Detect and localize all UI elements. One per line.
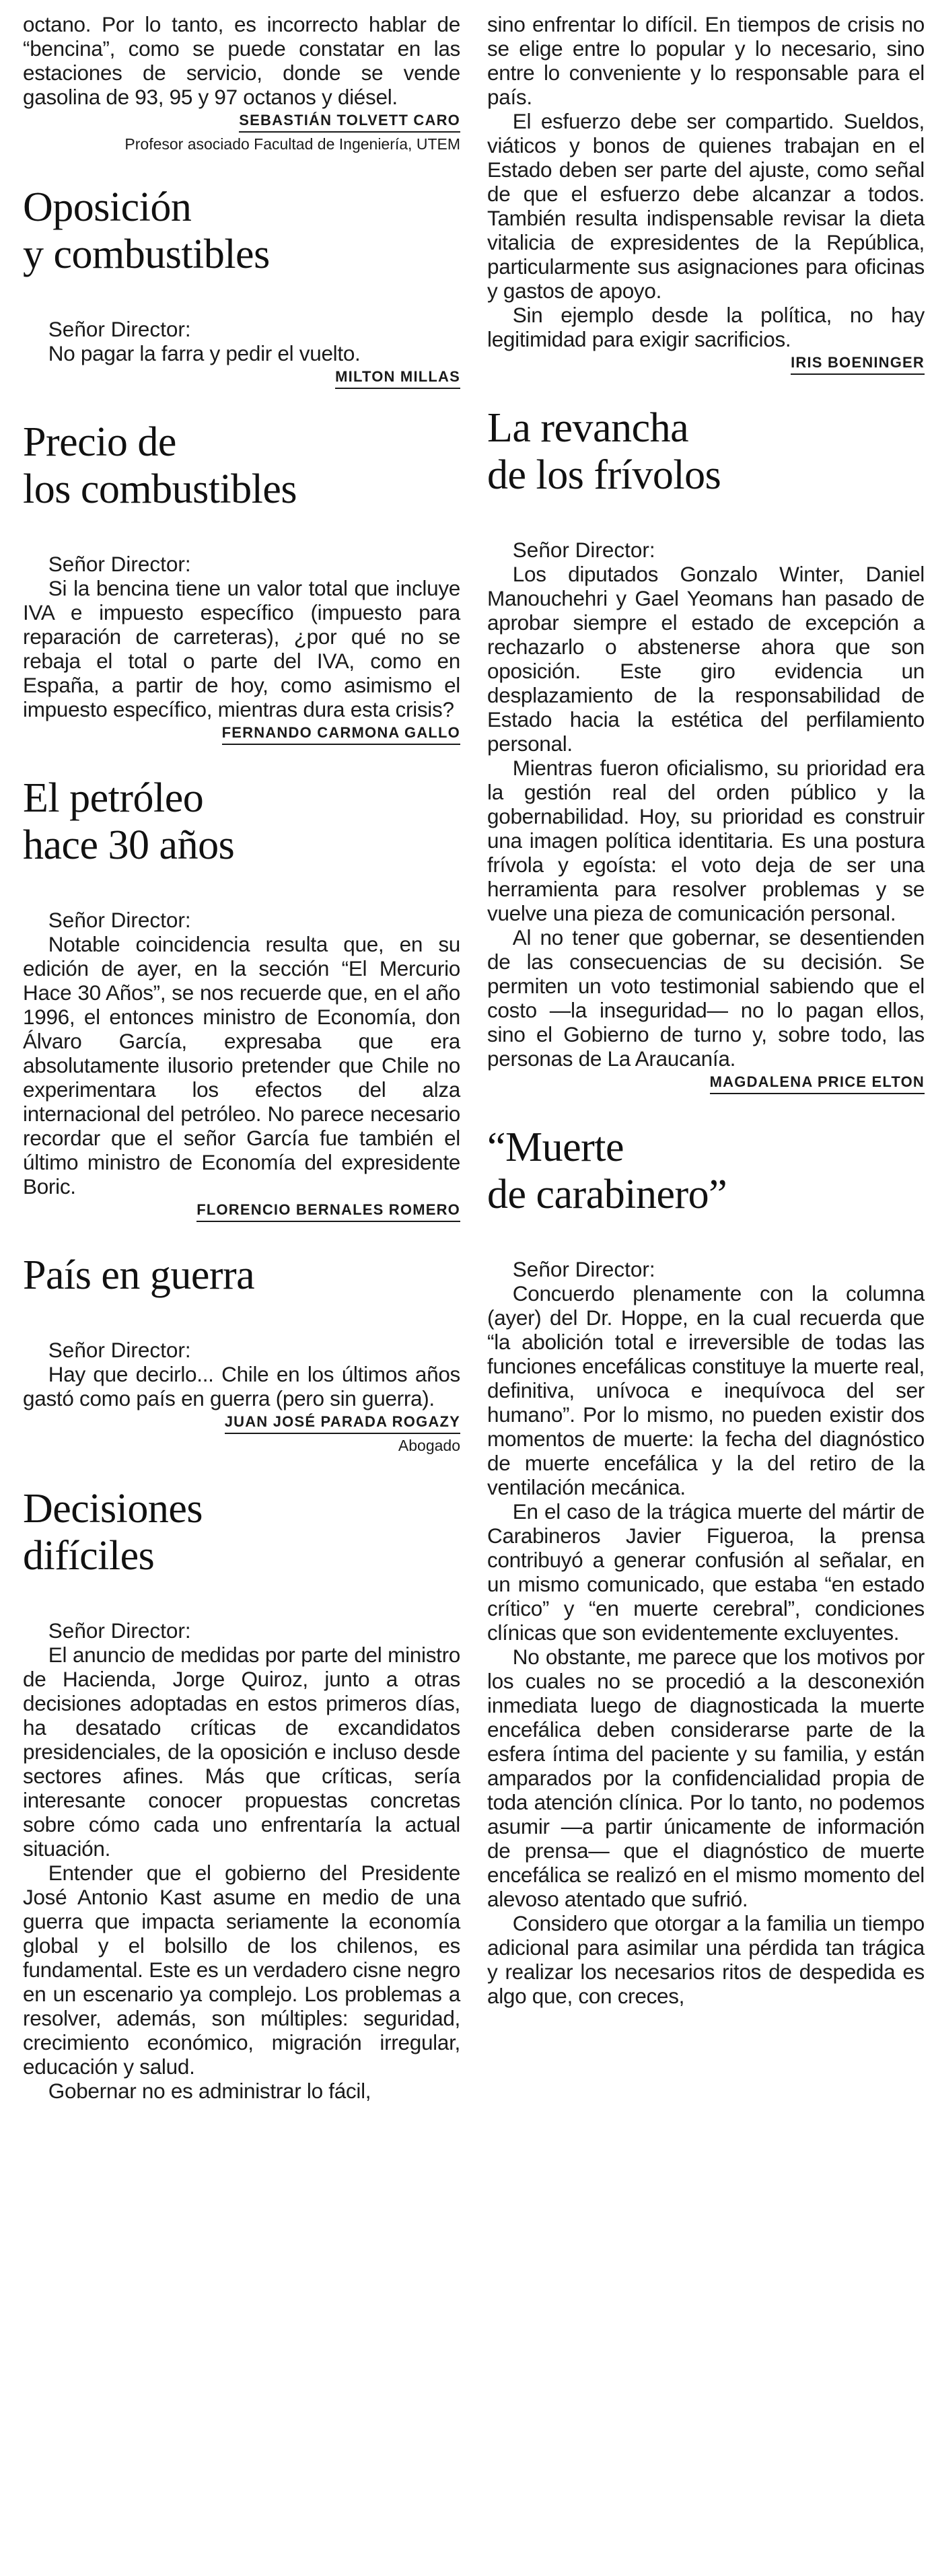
title-line: “Muerte: [487, 1124, 624, 1170]
letter-paragraph: Gobernar no es administrar lo fácil,: [48, 2079, 371, 2103]
author-name: MAGDALENA PRICE ELTON: [710, 1073, 925, 1094]
signature-block: [23, 112, 460, 154]
letter-paragraph: El anuncio de medidas por parte del ministro de Hacienda, Jorge Quiroz, junto a otras decisiones adoptadas en estos primeros días, ha desatado críticas de excandidatos presidenciales, de la oposición e incluso desde sectores afines. Más que críticas, sería interesante conocer propuestas concretas sobre cómo cada uno enfrentaría la actual situación.: [23, 1643, 460, 1861]
letter-paragraph: Sin ejemplo desde la política, no hay legitimidad para exigir sacrificios.: [487, 303, 925, 351]
author-name: FLORENCIO BERNALES ROMERO: [196, 1201, 460, 1222]
letter-pais-en-guerra: [23, 1252, 460, 1456]
right-column: [487, 12, 925, 2008]
salutation: Señor Director:: [512, 1257, 655, 1281]
signature-block: [23, 1201, 460, 1222]
letter-decisiones-continuation: [487, 12, 925, 375]
title-line: difíciles: [23, 1533, 155, 1579]
author-name: SEBASTIÁN TOLVETT CARO: [239, 112, 460, 133]
author-name: JUAN JOSÉ PARADA ROGAZY: [225, 1413, 460, 1434]
letter-paragraph: Entender que el gobierno del Presidente José Antonio Kast asume en medio de una guerra que impacta seriamente la economía global y el bolsillo de los chilenos, es fundamental. Este es un verdadero cisne negro en un escenario ya complejo. Los problemas a resolver, además, son múltiples: seguridad, crecimiento económico, migración irregular, educación y salud.: [23, 1861, 460, 2079]
title-line: Precio de: [23, 419, 176, 465]
letter-decisiones: [23, 1485, 460, 2103]
salutation: Señor Director:: [48, 317, 191, 341]
letter-paragraph: Mientras fueron oficialismo, su prioridad era la gestión real del orden público y la gobernabilidad. Hoy, su prioridad es construir una imagen política identitaria. Es una postura frívola y egoísta: el voto deja de ser una herramienta para resolver problemas y se vuelve una pieza de comunicación personal.: [487, 756, 925, 925]
letter-paragraph: El esfuerzo debe ser compartido. Sueldos, viáticos y bonos de quienes trabajan en el Estado deben ser parte del ajuste, como señal de que el esfuerzo debe alcanzar a todos. También resulta indispensable revisar la dieta vitalicia de expresidentes de la República, particularmente sus asignaciones para oficinas y gastos de apoyo.: [487, 109, 925, 303]
salutation: Señor Director:: [48, 552, 191, 576]
title-line: de los frívolos: [487, 452, 721, 498]
letter-title: [23, 419, 460, 513]
letter-oposicion: [23, 184, 460, 389]
letter-title: [23, 1485, 460, 1579]
salutation: Señor Director:: [48, 908, 191, 932]
letter-paragraph: Concuerdo plenamente con la columna (ayer) del Dr. Hoppe, en la cual recuerda que “la abolición total e irreversible de todas las funciones encefálicas constituye la muerte real, definitiva, unívoca e inequívoca del ser humano”. Por lo mismo, no pueden existir dos momentos de muerte: la fecha del diagnóstico de muerte encefálica y la del retiro de la ventilación mecánica.: [487, 1281, 925, 1499]
signature-block: [487, 1073, 925, 1094]
letter-paragraph: Considero que otorgar a la familia un tiempo adicional para asimilar una pérdida tan trágica y realizar los necesarios ritos de despedida es algo que, con creces,: [487, 1911, 925, 2008]
letter-title: [23, 184, 460, 278]
salutation: Señor Director:: [48, 1618, 191, 1643]
author-name: MILTON MILLAS: [335, 368, 460, 389]
letter-paragraph: octano. Por lo tanto, es incorrecto hablar de “bencina”, como se puede constatar en las estaciones de servicio, donde se vende gasolina de 93, 95 y 97 octanos y diésel.: [23, 12, 460, 109]
title-line: de carabinero”: [487, 1172, 727, 1217]
letter-paragraph: Al no tener que gobernar, se desentienden de las consecuencias de su decisión. Se permiten un voto testimonial sabiendo que el costo —la inseguridad— no lo pagan ellos, sino el Gobierno de turno y, sobre todo, las personas de La Araucanía.: [487, 925, 925, 1071]
title-line: El petróleo: [23, 775, 204, 821]
letter-title: [487, 1124, 925, 1218]
letter-paragraph: No obstante, me parece que los motivos por los cuales no se procedió a la desconexión inmediata luego de diagnosticada la muerte encefálica deben considerarse parte de la esfera íntima del paciente y su familia, y están amparados por la confidencialidad propia de toda atención clínica. Por lo tanto, no podemos asumir —a partir únicamente de información de prensa— que el diagnóstico de muerte encefálica se realizó en el mismo momento del alevoso atentado que sufrió.: [487, 1645, 925, 1911]
author-name: IRIS BOENINGER: [791, 354, 925, 375]
signature-block: [487, 354, 925, 375]
author-role: Abogado: [398, 1437, 460, 1454]
left-column: [23, 12, 460, 2103]
signature-block: [23, 724, 460, 745]
title-line: Decisiones: [23, 1486, 203, 1532]
letter-title: [487, 404, 925, 499]
title-line: los combustibles: [23, 466, 297, 512]
title-line: Oposición: [23, 184, 192, 230]
letter-revancha: [487, 404, 925, 1094]
letter-paragraph: Notable coincidencia resulta que, en su edición de ayer, en la sección “El Mercurio Hace 30 Años”, se nos recuerde que, en el año 1996, el entonces ministro de Economía, don Álvaro García, expresaba que era absolutamente ilusorio pretender que Chile no experimentara los efectos del alza internacional del petróleo. No parece necesario recordar que el señor García fue también el último ministro de Economía del expresidente Boric.: [23, 932, 460, 1198]
title-line: hace 30 años: [23, 822, 235, 868]
letter-title: [23, 1252, 460, 1299]
letter-title: [23, 775, 460, 869]
letter-paragraph: No pagar la farra y pedir el vuelto.: [48, 341, 361, 365]
title-line: La revancha: [487, 405, 689, 451]
letter-continuation: [23, 12, 460, 154]
letter-muerte-carabinero: [487, 1124, 925, 2008]
salutation: Señor Director:: [48, 1338, 191, 1362]
title-line: País en guerra: [23, 1252, 255, 1298]
signature-block: [23, 1413, 460, 1456]
letter-paragraph: sino enfrentar lo difícil. En tiempos de crisis no se elige entre lo popular y lo necesario, sino entre lo conveniente y lo responsable para el país.: [487, 12, 925, 109]
letter-precio: [23, 419, 460, 745]
letter-paragraph: Los diputados Gonzalo Winter, Daniel Manouchehri y Gael Yeomans han pasado de aprobar siempre el estado de excepción a rechazarlo o abstenerse ahora que son oposición. Este giro evidencia un desplazamiento de la responsabilidad de Estado hacia la estética del perfilamiento personal.: [487, 562, 925, 756]
title-line: y combustibles: [23, 231, 270, 277]
letter-paragraph: En el caso de la trágica muerte del mártir de Carabineros Javier Figueroa, la prensa contribuyó a generar confusión al señalar, en un mismo comunicado, que estaba “en estado crítico” y “en muerte cerebral”, condiciones clínicas que son evidentemente excluyentes.: [487, 1499, 925, 1645]
signature-block: [23, 368, 460, 389]
letter-petroleo: [23, 775, 460, 1222]
author-name: FERNANDO CARMONA GALLO: [222, 724, 460, 745]
author-role: Profesor asociado Facultad de Ingeniería, UTEM: [124, 135, 460, 153]
letter-paragraph: Si la bencina tiene un valor total que incluye IVA e impuesto específico (impuesto para reparación de carreteras), ¿por qué no se rebaja el total o parte del IVA, como en España, a partir de hoy, como asimismo el impuesto específico, mientras dura esta crisis?: [23, 576, 460, 721]
salutation: Señor Director:: [512, 538, 655, 562]
letter-paragraph: Hay que decirlo... Chile en los últimos años gastó como país en guerra (pero sin guerra).: [23, 1362, 460, 1410]
